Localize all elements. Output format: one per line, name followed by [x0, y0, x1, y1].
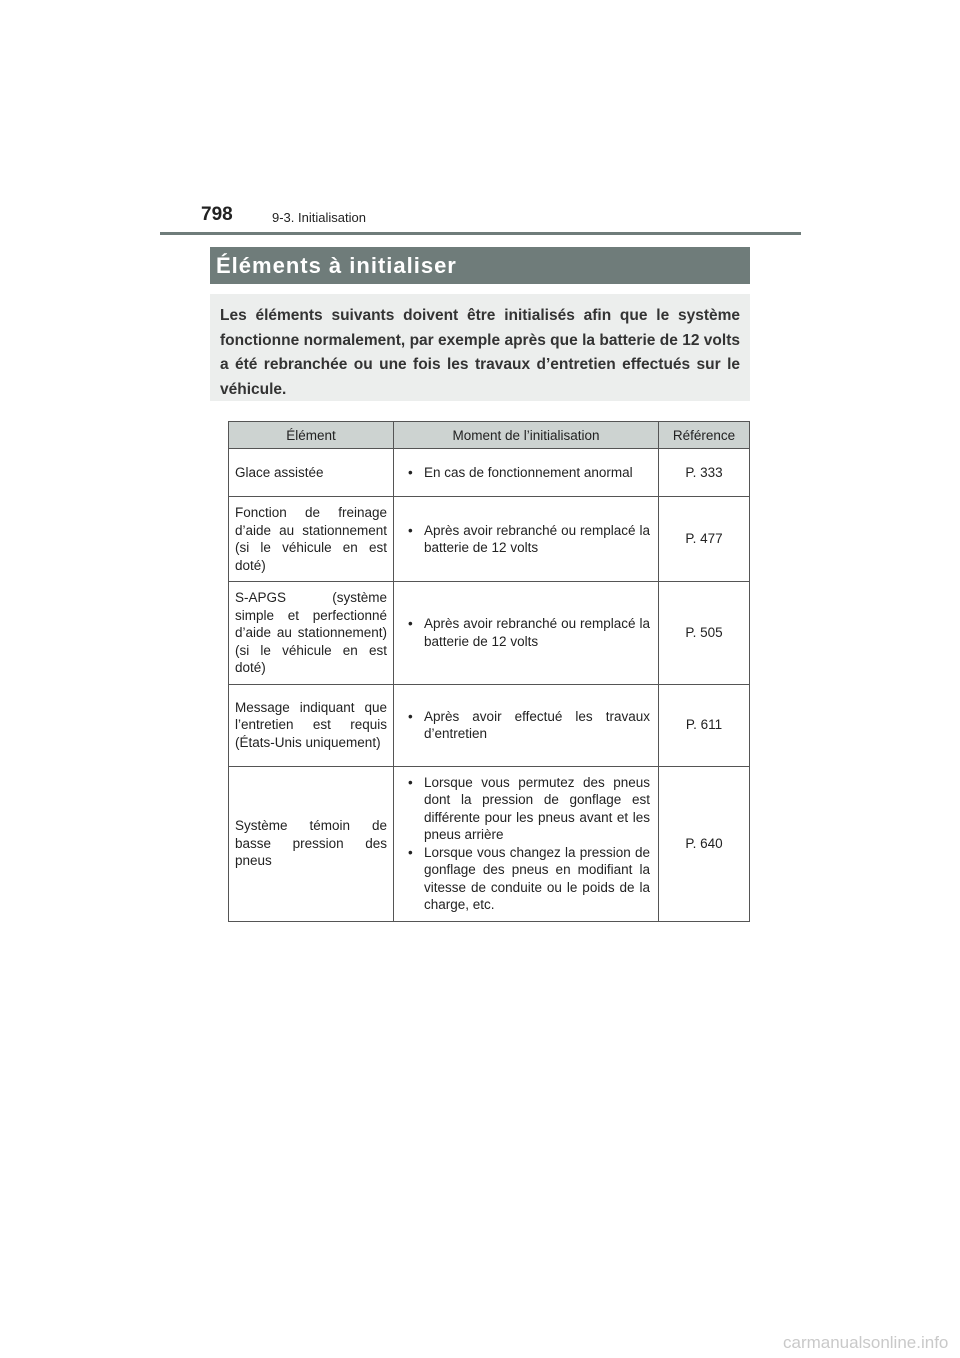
row-when — [394, 582, 659, 685]
intro-box — [210, 294, 750, 401]
initialization-table — [228, 421, 750, 922]
table-row — [229, 497, 750, 582]
row-reference-link[interactable]: P. 611 — [659, 684, 750, 766]
table-row — [229, 582, 750, 685]
list-item: • Après avoir rebranché ou remplacé la batterie de 12 volts — [406, 522, 650, 557]
row-item: Glace assistée — [229, 449, 394, 497]
watermark: carmanualsonline.info — [783, 1333, 949, 1352]
row-when — [394, 684, 659, 766]
row-item: Message indiquant que l’entretien est requis (États-Unis uniquement) — [229, 684, 394, 766]
section-label: 9-3. Initialisation — [272, 210, 366, 225]
row-when — [394, 497, 659, 582]
list-item: • En cas de fonctionnement anormal — [406, 464, 650, 482]
list-item: • Après avoir effectué les travaux d’entretien — [406, 708, 650, 743]
intro-text: Les éléments suivants doivent être initialisés afin que le système fonctionne normalement, par exemple après que la batterie de 12 volts a été rebranchée ou une fois les travaux d’entretien effectués sur le véhicule. — [220, 307, 740, 398]
table-row — [229, 449, 750, 497]
column-header-reference: Référence — [659, 422, 750, 449]
page-number: 798 — [201, 204, 233, 225]
table-row — [229, 766, 750, 921]
row-reference-link[interactable]: P. 477 — [659, 497, 750, 582]
row-reference-link[interactable]: P. 505 — [659, 582, 750, 685]
row-item: Fonction de freinage d’aide au stationnement (si le véhicule en est doté) — [229, 497, 394, 582]
row-reference-link[interactable]: P. 640 — [659, 766, 750, 921]
title-bar — [210, 247, 750, 284]
table-row — [229, 684, 750, 766]
table-header-row — [229, 422, 750, 449]
row-item: S-APGS (système simple et perfectionné d’aide au stationnement) (si le véhicule en est doté) — [229, 582, 394, 685]
row-when — [394, 449, 659, 497]
list-item: • Lorsque vous changez la pression de gonflage des pneus en modifiant la vitesse de conduite ou le poids de la charge, etc. — [406, 844, 650, 914]
list-item: • Après avoir rebranché ou remplacé la batterie de 12 volts — [406, 615, 650, 650]
page-title: Éléments à initialiser — [216, 252, 457, 278]
header-rule — [160, 232, 801, 235]
row-item: Système témoin de basse pression des pneus — [229, 766, 394, 921]
column-header-when: Moment de l’initialisation — [394, 422, 659, 449]
column-header-item: Élément — [229, 422, 394, 449]
list-item: • Lorsque vous permutez des pneus dont la pression de gonflage est différente pour les pneus avant et les pneus arrière — [406, 774, 650, 844]
row-reference-link[interactable]: P. 333 — [659, 449, 750, 497]
row-when — [394, 766, 659, 921]
